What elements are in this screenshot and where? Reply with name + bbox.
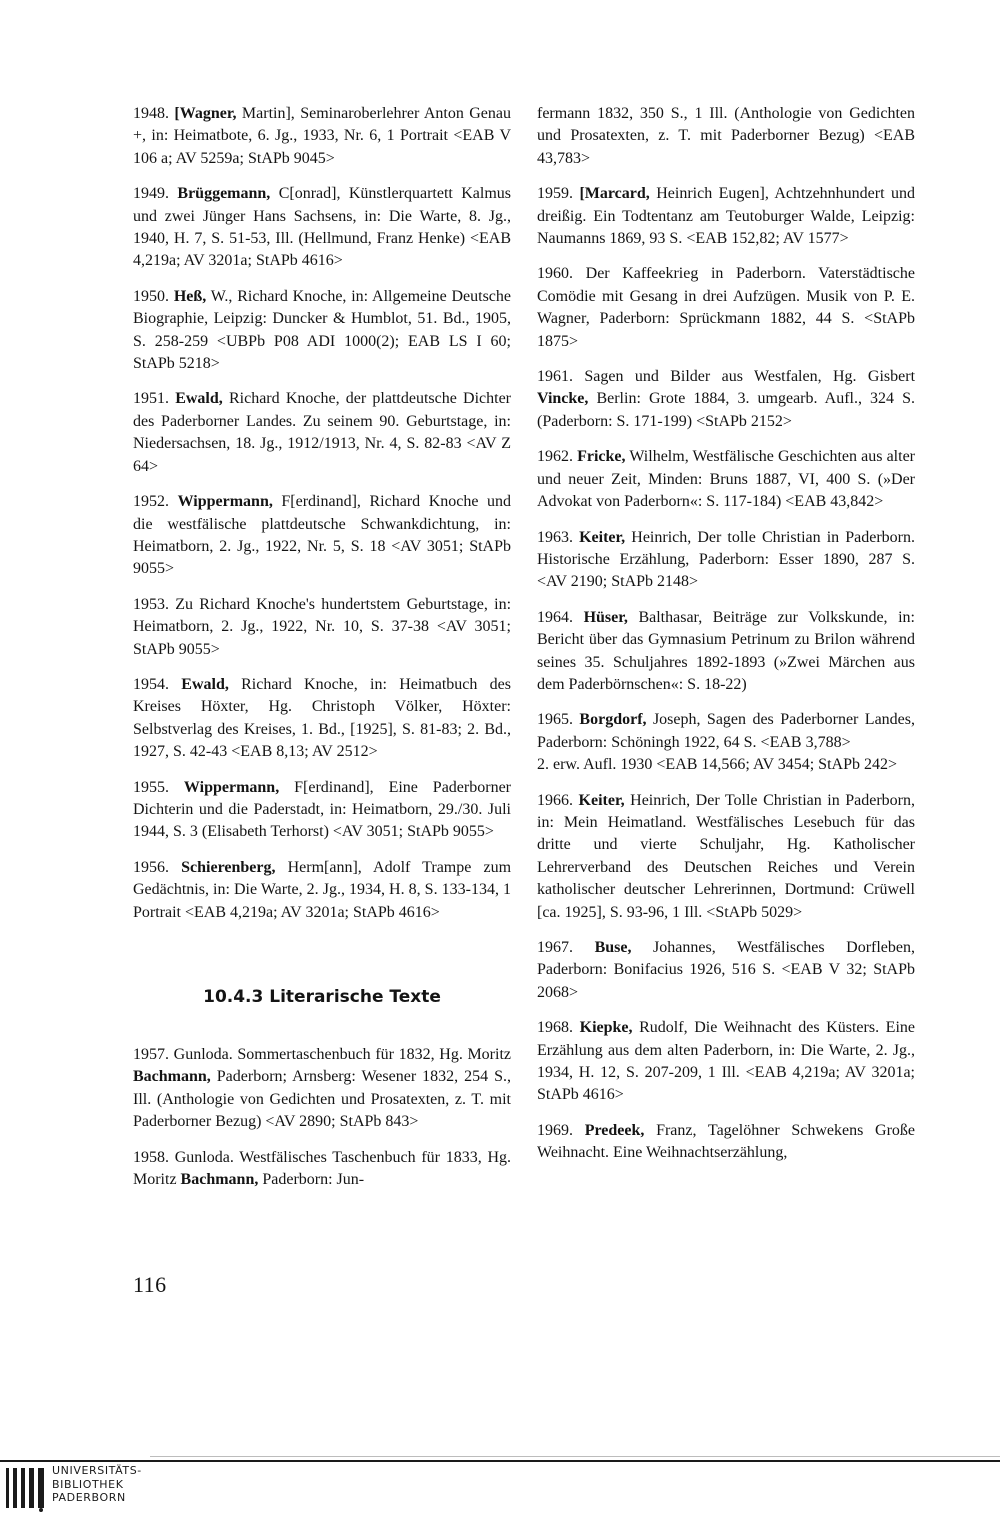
entry-text: fermann 1832, 350 S., 1 Ill. (Anthologie von Gedichten und Prosatexten, z. T. mit Paderborner Bezug) <EAB 43,783> xyxy=(537,105,915,167)
entry-text: F[erdinand], Eine Paderborner Dichterin und die Paderstadt, in: Heimatborn, 29./30. Juli 1944, S. 3 (Elisabeth Terhorst) <AV 3051; StAPb 9055> xyxy=(133,778,511,841)
entry-author: Ewald, xyxy=(181,675,229,693)
entry-text: Paderborn; Arnsberg: Wesener 1832, 254 S., Ill. (Anthologie von Gedichten und Prosatexten, z. T. mit Paderborner Bezug) <AV 2890; StAPb 843> xyxy=(133,1068,511,1131)
entry-text: Joseph, Sagen des Paderborner Landes, Paderborn: Schöningh 1922, 64 S. <EAB 3,788> xyxy=(537,711,916,751)
library-logo xyxy=(0,1464,170,1515)
entry-number: 1953. xyxy=(133,595,169,613)
library-logo-line1: UNIVERSITÄTS- xyxy=(52,1464,142,1477)
entry-author: [Marcard, xyxy=(579,185,650,203)
entry-text-pre: Gunloda. Westfälisches Taschenbuch für 1833, Hg. Moritz xyxy=(133,1148,511,1189)
entry-text-pre: Gunloda. Sommertaschenbuch für 1832, Hg. Moritz xyxy=(173,1046,511,1063)
entry-1951 xyxy=(133,388,511,478)
library-logo-text xyxy=(52,1464,142,1505)
entry-1957 xyxy=(133,1044,511,1134)
entry-author: Predeek, xyxy=(584,1121,645,1139)
entry-author: Kiepke, xyxy=(579,1019,633,1037)
entry-author: Bachmann, xyxy=(180,1171,259,1189)
entry-text: Heinrich, Der tolle Christian in Paderborn. Historische Erzählung, Paderborn: Esser 1890, 287 S. <AV 2190; StAPb 2148> xyxy=(537,528,916,591)
entry-number: 1956. xyxy=(133,858,169,876)
entry-author: Buse, xyxy=(594,939,632,956)
page-number: 116 xyxy=(133,1272,167,1297)
entry-1965 xyxy=(537,709,915,776)
entry-text: C[onrad], Künstlerquartett Kalmus und zwei Jünger Hans Sachsens, in: Die Warte, 8. Jg., 1940, H. 7, S. 51-53, Ill. (Hellmund, Franz Henke) <EAB 4,219a; AV 3201a; StAPb 4616> xyxy=(133,185,512,270)
entry-text: Richard Knoche, der plattdeutsche Dichter des Paderborner Landes. Zu seinem 90. Geburtstage, in: Niedersachsen, 18. Jg., 1912/1913, Nr. 4, S. 82-83 <AV Z 64> xyxy=(133,390,511,475)
entry-1962 xyxy=(537,446,915,513)
entry-1964 xyxy=(537,607,915,697)
entry-number: 1960. xyxy=(537,265,573,283)
entry-number: 1954. xyxy=(133,675,169,693)
entry-number: 1948. xyxy=(133,105,169,122)
library-logo-bars-icon xyxy=(6,1466,46,1512)
entry-1956 xyxy=(133,857,511,924)
entry-author: Heß, xyxy=(173,287,207,305)
entry-number: 1952. xyxy=(133,493,169,511)
entry-number: 1967. xyxy=(537,939,573,956)
entry-text: W., Richard Knoche, in: Allgemeine Deutsche Biographie, Leipzig: Duncker & Humblot, 51. Bd., 1905, S. 258-259 <UBPb P08 ADI 1000(2); EAB LS I 60; StAPb 5218> xyxy=(133,287,512,373)
entry-text: F[erdinand], Richard Knoche und die westfälische plattdeutsche Schwankdichtung, in: Heimatborn, 2. Jg., 1922, Nr. 5, S. 18 <AV 3051; StAPb 9055> xyxy=(133,493,512,578)
entry-1950 xyxy=(133,286,511,376)
entry-1954 xyxy=(133,674,511,764)
entry-number: 1959. xyxy=(537,185,573,203)
entry-author: Fricke, xyxy=(577,448,626,466)
entry-author: [Wagner, xyxy=(174,105,237,122)
entry-1958-continued xyxy=(537,103,915,170)
left-column-after-heading xyxy=(133,1044,511,1204)
right-column xyxy=(537,103,915,1178)
entry-1969 xyxy=(537,1120,915,1165)
entry-text: Wilhelm, Westfälische Geschichten aus alter und neuer Zeit, Minden: Bruns 1887, VI, 400 S. (»Der Advokat von Paderborn«: S. 117-184) <EAB 43,842> xyxy=(537,448,916,511)
entry-text: Rudolf, Die Weihnacht des Küsters. Eine Erzählung aus dem alten Paderborn, in: Die Warte, 2. Jg., 1934, H. 12, S. 207-209, 1 Ill. <EAB 4,219a; AV 3201a; StAPb 4616> xyxy=(537,1019,916,1104)
entry-1955 xyxy=(133,777,511,844)
footer-rule xyxy=(0,1460,1000,1462)
entry-text: Der Kaffeekrieg in Paderborn. Vaterstädtische Comödie mit Gesang in drei Aufzügen. Musik von P. E. Wagner, Paderborn: Sprückmann 1882, 44 S. <StAPb 1875> xyxy=(537,265,916,350)
entry-number: 1961. xyxy=(537,368,573,386)
entry-editor: Vincke, xyxy=(537,390,589,408)
entry-number: 1958. xyxy=(133,1148,169,1166)
entry-1953 xyxy=(133,594,511,661)
entry-number: 1969. xyxy=(537,1121,573,1139)
entry-text: Paderborn: Jun- xyxy=(258,1171,365,1189)
entry-text: Zu Richard Knoche's hundertstem Geburtstage, in: Heimatborn, 2. Jg., 1922, Nr. 10, S. 37-38 <AV 3051; StAPb 9055> xyxy=(133,595,512,658)
entry-author: Hüser, xyxy=(583,608,628,626)
entry-number: 1951. xyxy=(133,390,169,408)
section-heading: 10.4.3 Literarische Texte xyxy=(203,987,441,1007)
entry-number: 1968. xyxy=(537,1019,573,1037)
entry-author: Schierenberg, xyxy=(181,858,276,876)
entry-1959 xyxy=(537,183,915,250)
entry-text: Johannes, Westfälisches Dorfleben, Paderborn: Bonifacius 1926, 516 S. <EAB V 32; StAPb 2068> xyxy=(537,939,916,1001)
entry-number: 1965. xyxy=(537,711,573,729)
entry-author: Brüggemann, xyxy=(177,185,271,203)
entry-number: 1950. xyxy=(133,287,169,305)
entry-1967 xyxy=(537,937,915,1004)
entry-1963 xyxy=(537,527,915,594)
entry-text: Balthasar, Beiträge zur Volkskunde, in: Bericht über das Gymnasium Petrinum zu Brilon während seines 35. Schuljahres 1892-1893 (»Zwei Märchen aus dem Paderbörnschen«: S. 18-22) xyxy=(537,608,916,693)
entry-text-edition: 2. erw. Aufl. 1930 <EAB 14,566; AV 3454; StAPb 242> xyxy=(537,756,897,774)
entry-text: Franz, Tagelöhner Schwekens Große Weihnacht. Eine Weihnachtserzählung, xyxy=(537,1121,916,1162)
entry-author: Bachmann, xyxy=(133,1068,211,1086)
entry-1961 xyxy=(537,366,915,433)
entry-author: Keiter, xyxy=(578,791,625,809)
entry-text: Sagen und Bilder aus Westfalen, Hg. Gisbert xyxy=(584,368,916,386)
library-logo-line3: PADERBORN xyxy=(52,1491,126,1504)
entry-1952 xyxy=(133,491,511,581)
entry-text-2: Berlin: Grote 1884, 3. umgearb. Aufl., 324 S. (Paderborn: S. 171-199) <StAPb 2152> xyxy=(537,390,915,430)
entry-author: Wippermann, xyxy=(177,493,273,511)
entry-1949 xyxy=(133,183,511,273)
entry-text: Herm[ann], Adolf Trampe zum Gedächtnis, in: Die Warte, 2. Jg., 1934, H. 8, S. 133-134, 1 Portrait <EAB 4,219a; AV 3201a; StAPb 4616> xyxy=(133,858,512,921)
left-column xyxy=(133,103,511,937)
entry-number: 1966. xyxy=(537,791,573,809)
entry-number: 1964. xyxy=(537,608,573,626)
footer-rule-fine xyxy=(150,1456,1000,1457)
entry-text: Heinrich Eugen], Achtzehnhundert und dreißig. Ein Todtentanz am Teutoburger Walde, Leipzig: Naumanns 1869, 93 S. <EAB 152,82; AV 1577> xyxy=(537,185,915,248)
entry-author: Ewald, xyxy=(175,390,223,408)
entry-number: 1949. xyxy=(133,185,169,203)
entry-author: Keiter, xyxy=(579,528,626,546)
entry-number: 1955. xyxy=(133,778,169,796)
entry-1958 xyxy=(133,1147,511,1192)
entry-1948 xyxy=(133,103,511,170)
entry-1966 xyxy=(537,790,915,924)
entry-number: 1957. xyxy=(133,1046,169,1063)
entry-text: Heinrich, Der Tolle Christian in Paderborn, in: Mein Heimatland. Westfälisches Lesebuch für das dritte und vierte Schuljahr, Hg. Katholischer Lehrerverband des Deutschen Reiches und Verein katholischer deutscher Lehrerinnen, Dortmund: Crüwell [ca. 1925], S. 93-96, 1 Ill. <StAPb 5029> xyxy=(537,791,916,921)
entry-author: Wippermann, xyxy=(183,778,280,796)
entry-1960 xyxy=(537,263,915,353)
library-logo-line2: BIBLIOTHEK xyxy=(52,1477,124,1491)
entry-number: 1962. xyxy=(537,448,573,466)
entry-text: Martin], Seminaroberlehrer Anton Genau +, in: Heimatbote, 6. Jg., 1933, Nr. 6, 1 Portrait <EAB V 106 a; AV 5259a; StAPb 9045> xyxy=(133,105,511,167)
entry-author: Borgdorf, xyxy=(579,711,647,729)
entry-text: Richard Knoche, in: Heimatbuch des Kreises Höxter, Hg. Christoph Völker, Höxter: Selbstverlag des Kreises, 1. Bd., [1925], S. 81-83; 2. Bd., 1927, S. 42-43 <EAB 8,13; AV 2512> xyxy=(133,675,511,761)
entry-1968 xyxy=(537,1017,915,1107)
entry-number: 1963. xyxy=(537,528,573,546)
